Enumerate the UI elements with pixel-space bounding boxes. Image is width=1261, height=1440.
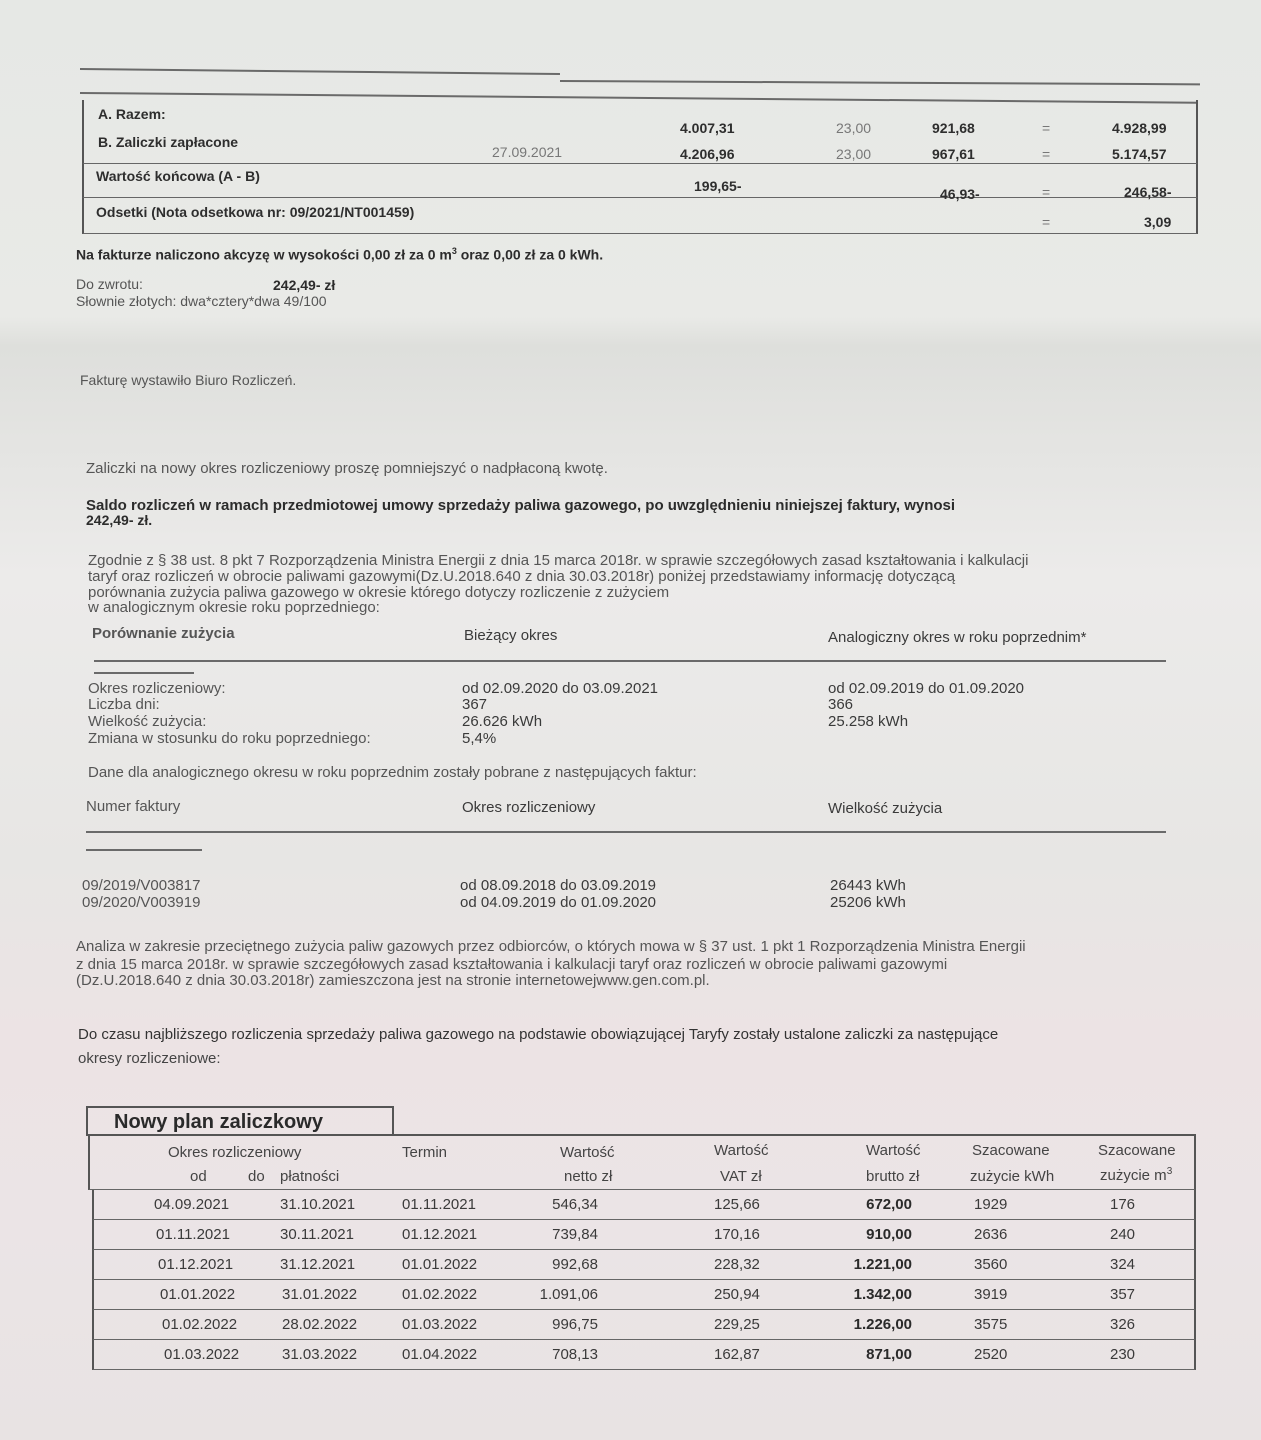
- plan-header-m3-top: Szacowane: [1098, 1142, 1176, 1159]
- plan-row: [92, 1220, 1196, 1250]
- summary-block-ab: [82, 100, 1198, 164]
- plan-cell-brutto: 1.226,00: [853, 1316, 912, 1333]
- plan-row: [92, 1250, 1196, 1280]
- summary-label: A. Razem:: [98, 106, 166, 122]
- summary-brutto: 3,09: [1144, 214, 1172, 230]
- plan-cell-netto: 739,84: [552, 1226, 598, 1243]
- plan-cell-due: 01.02.2022: [402, 1286, 478, 1303]
- invoice-rule: [86, 831, 1166, 833]
- plan-cell-netto: 546,34: [552, 1196, 598, 1213]
- analysis-line: (Dz.U.2018.640 z dnia 30.03.2018r) zamieszczona jest na stronie internetowejwww.gen.com.pl.: [76, 972, 710, 989]
- plan-row: [92, 1340, 1196, 1370]
- summary-label: Wartość końcowa (A - B): [96, 168, 260, 184]
- excise-sup: 3: [451, 246, 457, 256]
- comparison-row-previous: 25.258 kWh: [828, 713, 909, 730]
- plan-header-brutto-top: Wartość: [866, 1142, 921, 1159]
- summary-vat: 967,61: [932, 146, 975, 162]
- plan-cell-from: 01.11.2021: [156, 1226, 230, 1243]
- plan-cell-vat: 170,16: [714, 1226, 760, 1243]
- plan-header-m3-label: zużycie m: [1100, 1167, 1167, 1184]
- balance-line1: Saldo rozliczeń w ramach przedmiotowej umowy sprzedaży paliwa gazowego, po uwzględnieniu niniejszej faktury, wynosi: [86, 497, 956, 514]
- regulation-line: taryf oraz rozliczeń w obrocie paliwami gazowymi(Dz.U.2018.640 z dnia 30.03.2018r) poniżej przedstawiamy informację dotyczącą: [88, 568, 956, 585]
- plan-cell-m3: 324: [1110, 1256, 1136, 1273]
- summary-netto: 199,65-: [694, 178, 742, 194]
- plan-cell-vat: 228,32: [714, 1256, 760, 1273]
- summary-brutto: 4.928,99: [1112, 120, 1167, 136]
- plan-cell-brutto: 1.342,00: [853, 1286, 912, 1303]
- plan-cell-vat: 229,25: [714, 1316, 760, 1333]
- comparison-header-previous: Analogiczny okres w roku poprzednim*: [828, 629, 1087, 646]
- analysis-line: z dnia 15 marca 2018r. w sprawie szczegółowych zasad kształtowania i kalkulacji taryf oraz rozliczeń w obrocie paliwami gazowymi: [76, 956, 948, 973]
- plan-cell-to: 31.10.2021: [280, 1196, 356, 1213]
- summary-brutto: 246,58-: [1124, 184, 1172, 200]
- plan-cell-vat: 125,66: [714, 1196, 760, 1213]
- plan-header-brutto-bottom: brutto zł: [866, 1168, 920, 1185]
- comparison-row-current: 26.626 kWh: [462, 713, 543, 730]
- summary-label: Odsetki (Nota odsetkowa nr: 09/2021/NT001459): [96, 204, 415, 220]
- analysis-line: Analiza w zakresie przeciętnego zużycia paliw gazowych przez odbiorców, o których mowa w § 37 ust. 1 pkt 1 Rozporządzenia Ministra Energii: [76, 938, 1026, 955]
- excise-note: [76, 246, 603, 263]
- plan-cell-brutto: 871,00: [866, 1346, 912, 1363]
- plan-cell-brutto: 1.221,00: [853, 1256, 912, 1273]
- top-rule: [80, 68, 560, 75]
- invoice-header-period: Okres rozliczeniowy: [462, 799, 596, 816]
- refund-label: Do zwrotu:: [76, 276, 143, 292]
- summary-vat: 921,68: [932, 120, 975, 136]
- plan-cell-due: 01.12.2021: [402, 1226, 478, 1243]
- comparison-row-current: od 02.09.2020 do 03.09.2021: [462, 680, 659, 697]
- plan-cell-brutto: 672,00: [866, 1196, 912, 1213]
- comparison-row-label: Okres rozliczeniowy:: [88, 680, 226, 697]
- plan-header-kwh-top: Szacowane: [972, 1142, 1050, 1159]
- summary-eq: =: [1042, 146, 1051, 162]
- summary-vat: 46,93-: [940, 186, 980, 202]
- plan-cell-due: 01.03.2022: [402, 1316, 478, 1333]
- invoice-period: od 04.09.2019 do 01.09.2020: [460, 894, 657, 911]
- plan-cell-netto: 996,75: [552, 1316, 598, 1333]
- plan-cell-netto: 1.091,06: [539, 1286, 598, 1303]
- plan-header-to: do: [248, 1168, 265, 1185]
- refund-amount: 242,49- zł: [273, 277, 336, 293]
- comparison-rule: [94, 660, 1166, 662]
- plan-title: Nowy plan zaliczkowy: [114, 1111, 323, 1133]
- comparison-row-current: 5,4%: [462, 730, 497, 747]
- summary-label: B. Zaliczki zapłacone: [98, 134, 239, 150]
- plan-row: [92, 1190, 1196, 1220]
- invoice-number: 09/2019/V003817: [82, 877, 201, 894]
- plan-header-term: Termin: [402, 1144, 448, 1161]
- plan-cell-m3: 357: [1110, 1286, 1136, 1303]
- advance-note: Zaliczki na nowy okres rozliczeniowy proszę pomniejszyć o nadpłaconą kwotę.: [86, 460, 608, 477]
- invoice-usage: 26443 kWh: [830, 877, 906, 894]
- invoice-number: 09/2020/V003919: [82, 894, 201, 911]
- plan-cell-m3: 230: [1110, 1346, 1136, 1363]
- plan-cell-vat: 162,87: [714, 1346, 760, 1363]
- plan-cell-kwh: 2636: [974, 1226, 1008, 1243]
- summary-netto: 4.007,31: [680, 120, 735, 136]
- plan-cell-m3: 176: [1110, 1196, 1136, 1213]
- invoice-period: od 08.09.2018 do 03.09.2019: [460, 877, 657, 894]
- plan-header-netto-top: Wartość: [560, 1144, 615, 1161]
- plan-header-from: od: [190, 1168, 207, 1185]
- invoice-usage: 25206 kWh: [830, 894, 906, 911]
- plan-cell-from: 01.12.2021: [158, 1256, 234, 1273]
- plan-header-m3-bottom: [1100, 1166, 1172, 1184]
- plan-row: [92, 1280, 1196, 1310]
- plan-cell-to: 31.12.2021: [280, 1256, 356, 1273]
- comparison-row-label: Liczba dni:: [88, 696, 160, 713]
- summary-block-final: [82, 164, 1198, 202]
- plan-cell-netto: 708,13: [552, 1346, 598, 1363]
- plan-cell-netto: 992,68: [552, 1256, 598, 1273]
- comparison-row-previous: od 02.09.2019 do 01.09.2020: [828, 680, 1025, 697]
- comparison-row-previous: 366: [828, 696, 854, 713]
- plan-cell-due: 01.04.2022: [402, 1346, 478, 1363]
- summary-block-interest: [82, 198, 1198, 234]
- plan-intro-line1: Do czasu najbliższego rozliczenia sprzedaży paliwa gazowego na podstawie obowiązującej Taryfy zostały ustalone zaliczki za następujące: [78, 1026, 999, 1043]
- plan-cell-vat: 250,94: [714, 1286, 760, 1303]
- top-rule-2: [560, 80, 1200, 85]
- plan-cell-to: 31.03.2022: [282, 1346, 358, 1363]
- summary-vat-rate: 23,00: [836, 146, 872, 162]
- plan-cell-due: 01.11.2021: [402, 1196, 476, 1213]
- source-note: Dane dla analogicznego okresu w roku poprzednim zostały pobrane z następujących faktur:: [88, 764, 697, 781]
- balance-amount: 242,49- zł.: [86, 512, 153, 528]
- plan-cell-due: 01.01.2022: [402, 1256, 478, 1273]
- summary-eq: =: [1042, 214, 1051, 230]
- plan-header-vat-top: Wartość: [714, 1142, 769, 1159]
- comparison-header-current: Bieżący okres: [464, 627, 558, 644]
- plan-cell-to: 31.01.2022: [282, 1286, 358, 1303]
- plan-cell-kwh: 2520: [974, 1346, 1008, 1363]
- plan-header-netto-bottom: netto zł: [564, 1168, 613, 1185]
- invoice-short-rule: [86, 849, 202, 851]
- regulation-line: Zgodnie z § 38 ust. 8 pkt 7 Rozporządzenia Ministra Energii z dnia 15 marca 2018r. w sprawie szczegółowych zasad kształtowania i kalkulacji: [88, 552, 1029, 569]
- plan-cell-from: 01.02.2022: [162, 1316, 238, 1333]
- plan-row: [92, 1310, 1196, 1340]
- plan-cell-brutto: 910,00: [866, 1226, 912, 1243]
- summary-eq: =: [1042, 120, 1051, 136]
- plan-cell-kwh: 3919: [974, 1286, 1008, 1303]
- plan-cell-m3: 326: [1110, 1316, 1136, 1333]
- issuer-note: Fakturę wystawiło Biuro Rozliczeń.: [80, 372, 297, 388]
- plan-cell-kwh: 3560: [974, 1256, 1008, 1273]
- plan-header-vat-bottom: VAT zł: [720, 1168, 762, 1185]
- plan-cell-kwh: 3575: [974, 1316, 1008, 1333]
- plan-header-row: [88, 1134, 1196, 1190]
- summary-vat-rate: 23,00: [836, 120, 872, 136]
- summary-eq: =: [1042, 184, 1051, 200]
- plan-header-kwh-bottom: zużycie kWh: [970, 1168, 1055, 1185]
- regulation-line: porównania zużycia paliwa gazowego w okresie którego dotyczy rozliczenie z zużyciem: [88, 584, 670, 601]
- refund-words: Słownie złotych: dwa*cztery*dwa 49/100: [76, 293, 327, 309]
- comparison-row-label: Wielkość zużycia:: [88, 713, 207, 730]
- plan-cell-m3: 240: [1110, 1226, 1136, 1243]
- plan-cell-from: 01.03.2022: [164, 1346, 240, 1363]
- plan-cell-from: 01.01.2022: [160, 1286, 236, 1303]
- plan-header-payment: płatności: [280, 1168, 340, 1185]
- summary-date: 27.09.2021: [492, 144, 563, 160]
- plan-title-box: [86, 1106, 394, 1136]
- comparison-row-current: 367: [462, 696, 488, 713]
- plan-intro-line2: okresy rozliczeniowe:: [78, 1050, 221, 1067]
- invoice-header-usage: Wielkość zużycia: [828, 800, 943, 817]
- plan-header-period: Okres rozliczeniowy: [168, 1144, 302, 1161]
- comparison-short-rule: [94, 672, 194, 674]
- summary-brutto: 5.174,57: [1112, 146, 1167, 162]
- plan-header-m3-sup: 3: [1166, 1166, 1173, 1177]
- excise-prefix: Na fakturze naliczono akcyzę w wysokości 0,00 zł za 0 m: [76, 246, 452, 263]
- summary-netto: 4.206,96: [680, 146, 735, 162]
- excise-suffix: oraz 0,00 zł za 0 kWh.: [456, 246, 604, 263]
- plan-cell-kwh: 1929: [974, 1196, 1008, 1213]
- invoice-header-number: Numer faktury: [86, 798, 181, 815]
- comparison-row-label: Zmiana w stosunku do roku poprzedniego:: [88, 730, 371, 747]
- plan-cell-from: 04.09.2021: [154, 1196, 230, 1213]
- plan-cell-to: 28.02.2022: [282, 1316, 358, 1333]
- regulation-line: w analogicznym okresie roku poprzedniego:: [88, 599, 380, 616]
- plan-cell-to: 30.11.2021: [280, 1226, 354, 1243]
- comparison-header-label: Porównanie zużycia: [92, 625, 235, 642]
